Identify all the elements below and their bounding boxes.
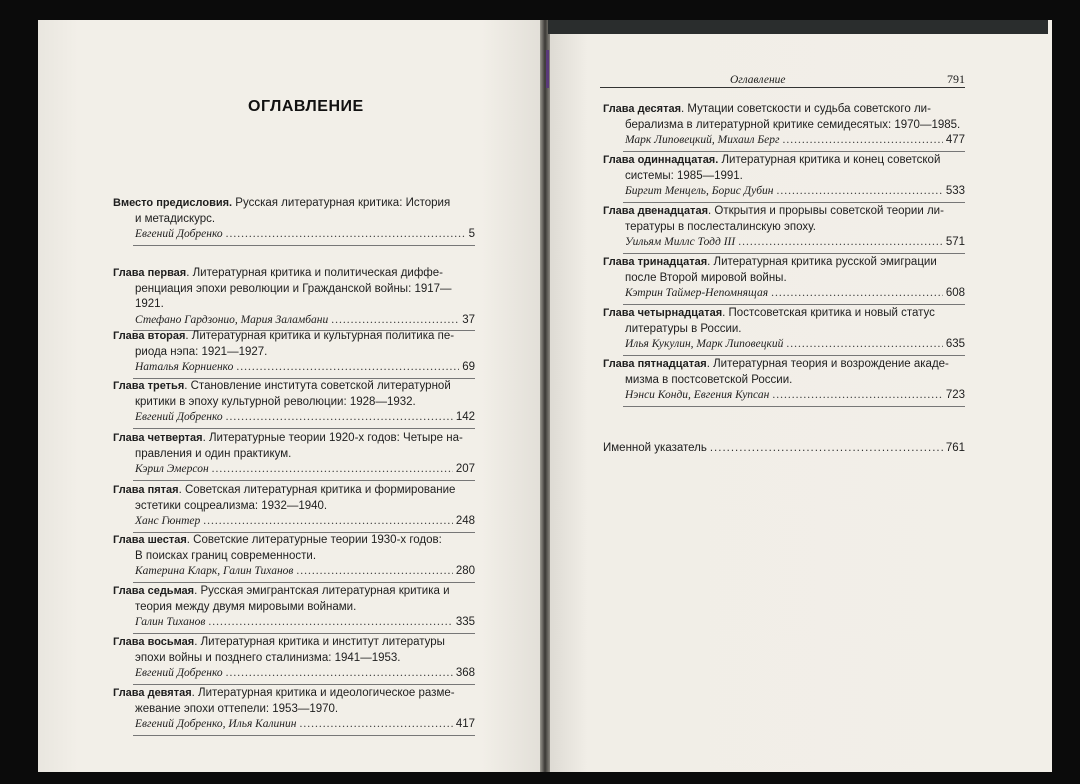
authors-line (113, 360, 475, 376)
authors: Евгений Добренко, Илья Калинин (135, 718, 297, 730)
chapter-label: Глава тринадцатая (603, 256, 708, 268)
authors-line (603, 388, 965, 404)
page-ref: 5 (468, 228, 475, 240)
authors-line (603, 235, 965, 251)
toc-heading: ОГЛАВЛЕНИЕ (248, 98, 364, 115)
chapter-title-continued: теория между двумя мировыми войнами. (135, 600, 357, 613)
toc-entry[interactable] (603, 254, 965, 302)
authors: Уильям Миллс Тодд III (625, 236, 736, 248)
leader-dots (203, 514, 453, 530)
chapter-title: Русская литературная критика: История (232, 197, 451, 209)
entry-divider (623, 406, 965, 407)
chapter-title: . Открытия и прорывы советской теории ли- (707, 205, 944, 217)
authors: Катерина Кларк, Галин Тиханов (135, 565, 294, 577)
authors-line (603, 184, 965, 200)
authors: Нэнси Конди, Евгения Купсан (625, 389, 770, 401)
chapter-label: Глава пятнадцатая (603, 358, 707, 370)
authors: Стефано Гардзонио, Мария Заламбани (135, 313, 329, 326)
authors-line (113, 514, 475, 530)
leader-dots (226, 666, 453, 682)
authors: Кэтрин Таймер-Непомнящая (625, 287, 769, 299)
leader-dots (212, 462, 453, 478)
chapter-title: . Советская литературная критика и формирование (178, 484, 456, 496)
chapter-title-continued: берализма в литературной критике семидесятых: 1970—1985. (625, 118, 961, 131)
chapter-title: . Русская эмигрантская литературная критика и (194, 585, 450, 597)
page-ref: 280 (455, 565, 475, 577)
page-ref: 723 (945, 389, 965, 401)
page-ref: 335 (455, 616, 475, 628)
authors: Илья Кукулин, Марк Липовецкий (625, 338, 784, 350)
chapter-title-continued: мизма в постсоветской России. (625, 373, 793, 386)
running-head (600, 72, 965, 87)
chapter-label: Глава десятая (603, 103, 681, 115)
chapter-title-continued: ренциация эпохи революции и Гражданской войны: 1917— (135, 282, 452, 295)
toc-entry[interactable] (113, 430, 475, 478)
chapter-title: . Литературная теория и возрождение акаде- (706, 358, 949, 370)
chapter-label: Глава девятая (113, 687, 192, 699)
toc-entry[interactable] (113, 195, 475, 243)
chapter-label: Глава одиннадцатая. (603, 154, 719, 166)
authors-line (113, 313, 475, 329)
authors-line (603, 133, 965, 149)
entry-divider (133, 480, 475, 481)
chapter-label: Глава третья (113, 380, 185, 392)
chapter-title-continued: литературы в России. (625, 322, 742, 335)
chapter-title: Литературная критика и конец советской (718, 154, 941, 166)
page-ref: 635 (945, 338, 965, 350)
toc-entry[interactable] (113, 328, 475, 376)
leader-dots (208, 615, 452, 631)
authors: Марк Липовецкий, Михаил Берг (625, 134, 780, 146)
chapter-label: Глава четырнадцатая (603, 307, 723, 319)
page-ref: 248 (455, 515, 475, 527)
entry-divider (133, 245, 475, 246)
leader-dots (226, 227, 466, 243)
page-ref: 533 (945, 185, 965, 197)
index-page: 761 (945, 442, 965, 454)
leader-dots (738, 235, 943, 251)
leader-dots (236, 360, 459, 376)
chapter-title: . Мутации советскости и судьба советского ли- (681, 103, 931, 115)
authors: Биргит Менцель, Борис Дубин (625, 185, 774, 197)
toc-entry[interactable] (113, 482, 475, 530)
page-ref: 571 (945, 236, 965, 248)
entry-divider (133, 735, 475, 736)
page-ref: 207 (455, 463, 475, 475)
leader-dots (776, 184, 942, 200)
chapter-label: Глава вторая (113, 330, 186, 342)
page-number: 791 (947, 72, 965, 86)
chapter-label: Глава седьмая (113, 585, 195, 597)
chapter-title: . Становление института советской литературной (184, 380, 451, 392)
chapter-title: . Литературная критика и идеологическое разме- (191, 687, 455, 699)
authors: Наталья Корниенко (135, 361, 234, 373)
authors-line (113, 227, 475, 243)
chapter-title-continued: В поисках границ современности. (135, 549, 317, 562)
chapter-title-continued: эстетики соцреализма: 1932—1940. (135, 499, 328, 512)
authors: Евгений Добренко (135, 667, 223, 679)
chapter-title-continued: системы: 1985—1991. (625, 169, 743, 182)
chapter-title-continued: и метадискурс. (135, 212, 216, 225)
chapter-title: . Советские литературные теории 1930-х годов: (186, 534, 442, 546)
leader-dots (710, 442, 943, 454)
chapter-label: Глава двенадцатая (603, 205, 708, 217)
page-ref: 417 (455, 718, 475, 730)
toc-entry[interactable] (603, 152, 965, 200)
toc-entry[interactable] (603, 203, 965, 251)
page-ref: 608 (945, 287, 965, 299)
toc-entry[interactable] (113, 685, 475, 733)
leader-dots (299, 717, 452, 733)
authors-line (603, 337, 965, 353)
toc-entry[interactable] (113, 265, 475, 328)
bookmark-ribbon (546, 50, 549, 88)
header-rule (600, 87, 965, 88)
authors-line (113, 717, 475, 733)
chapter-label: Глава шестая (113, 534, 187, 546)
chapter-label: Глава первая (113, 267, 187, 279)
authors-line (113, 564, 475, 580)
toc-entry[interactable] (113, 634, 475, 682)
chapter-title-continued: риода нэпа: 1921—1927. (135, 345, 268, 358)
leader-dots (226, 410, 453, 426)
running-head-title: Оглавление (730, 74, 786, 86)
page-ref: 69 (462, 361, 475, 373)
authors-line (603, 286, 965, 302)
toc-entry[interactable] (113, 378, 475, 426)
authors: Евгений Добренко (135, 411, 223, 423)
page-edge-shadow (548, 20, 1048, 34)
entry-divider (133, 428, 475, 429)
chapter-title: . Литературная критика русской эмиграции (707, 256, 937, 268)
chapter-title-continued: 1921. (135, 298, 164, 310)
toc-entry[interactable] (603, 356, 965, 404)
index-label: Именной указатель (603, 442, 707, 454)
chapter-label: Глава четвертая (113, 432, 203, 444)
page-ref: 142 (455, 411, 475, 423)
authors: Евгений Добренко (135, 228, 223, 240)
authors: Ханс Гюнтер (135, 515, 201, 527)
leader-dots (296, 564, 452, 580)
index-entry[interactable] (603, 442, 965, 454)
toc-entry[interactable] (113, 532, 475, 580)
chapter-title: . Литературные теории 1920-х годов: Четыре на- (202, 432, 463, 444)
authors-line (113, 615, 475, 631)
book-spine (540, 20, 550, 772)
chapter-label: Вместо предисловия. (113, 197, 233, 209)
leader-dots (331, 313, 459, 329)
authors-line (113, 666, 475, 682)
leader-dots (786, 337, 942, 353)
page-ref: 477 (945, 134, 965, 146)
chapter-title-continued: правления и один практикум. (135, 447, 292, 460)
chapter-title: . Постсоветская критика и новый статус (722, 307, 935, 319)
page-ref: 368 (455, 667, 475, 679)
chapter-title: . Литературная критика и политическая диффе- (186, 267, 443, 279)
toc-entry[interactable] (603, 305, 965, 353)
chapter-label: Глава пятая (113, 484, 179, 496)
chapter-title-continued: тературы в послесталинскую эпоху. (625, 220, 816, 233)
chapter-title: . Литературная критика и институт литературы (194, 636, 445, 648)
page-ref: 37 (462, 313, 475, 326)
authors-line (113, 410, 475, 426)
authors: Кэрил Эмерсон (135, 463, 209, 475)
authors-line (113, 462, 475, 478)
toc-entry[interactable] (113, 583, 475, 631)
leader-dots (782, 133, 942, 149)
leader-dots (772, 388, 942, 404)
chapter-title-continued: эпохи войны и позднего сталинизма: 1941—1953. (135, 651, 401, 664)
leader-dots (771, 286, 943, 302)
chapter-title-continued: жевание эпохи оттепели: 1953—1970. (135, 702, 339, 715)
chapter-label: Глава восьмая (113, 636, 195, 648)
chapter-title: . Литературная критика и культурная политика пе- (185, 330, 455, 342)
chapter-title-continued: после Второй мировой войны. (625, 271, 787, 284)
chapter-title-continued: критики в эпоху культурной революции: 1928—1932. (135, 395, 416, 408)
authors: Галин Тиханов (135, 616, 206, 628)
toc-entry[interactable] (603, 101, 965, 149)
